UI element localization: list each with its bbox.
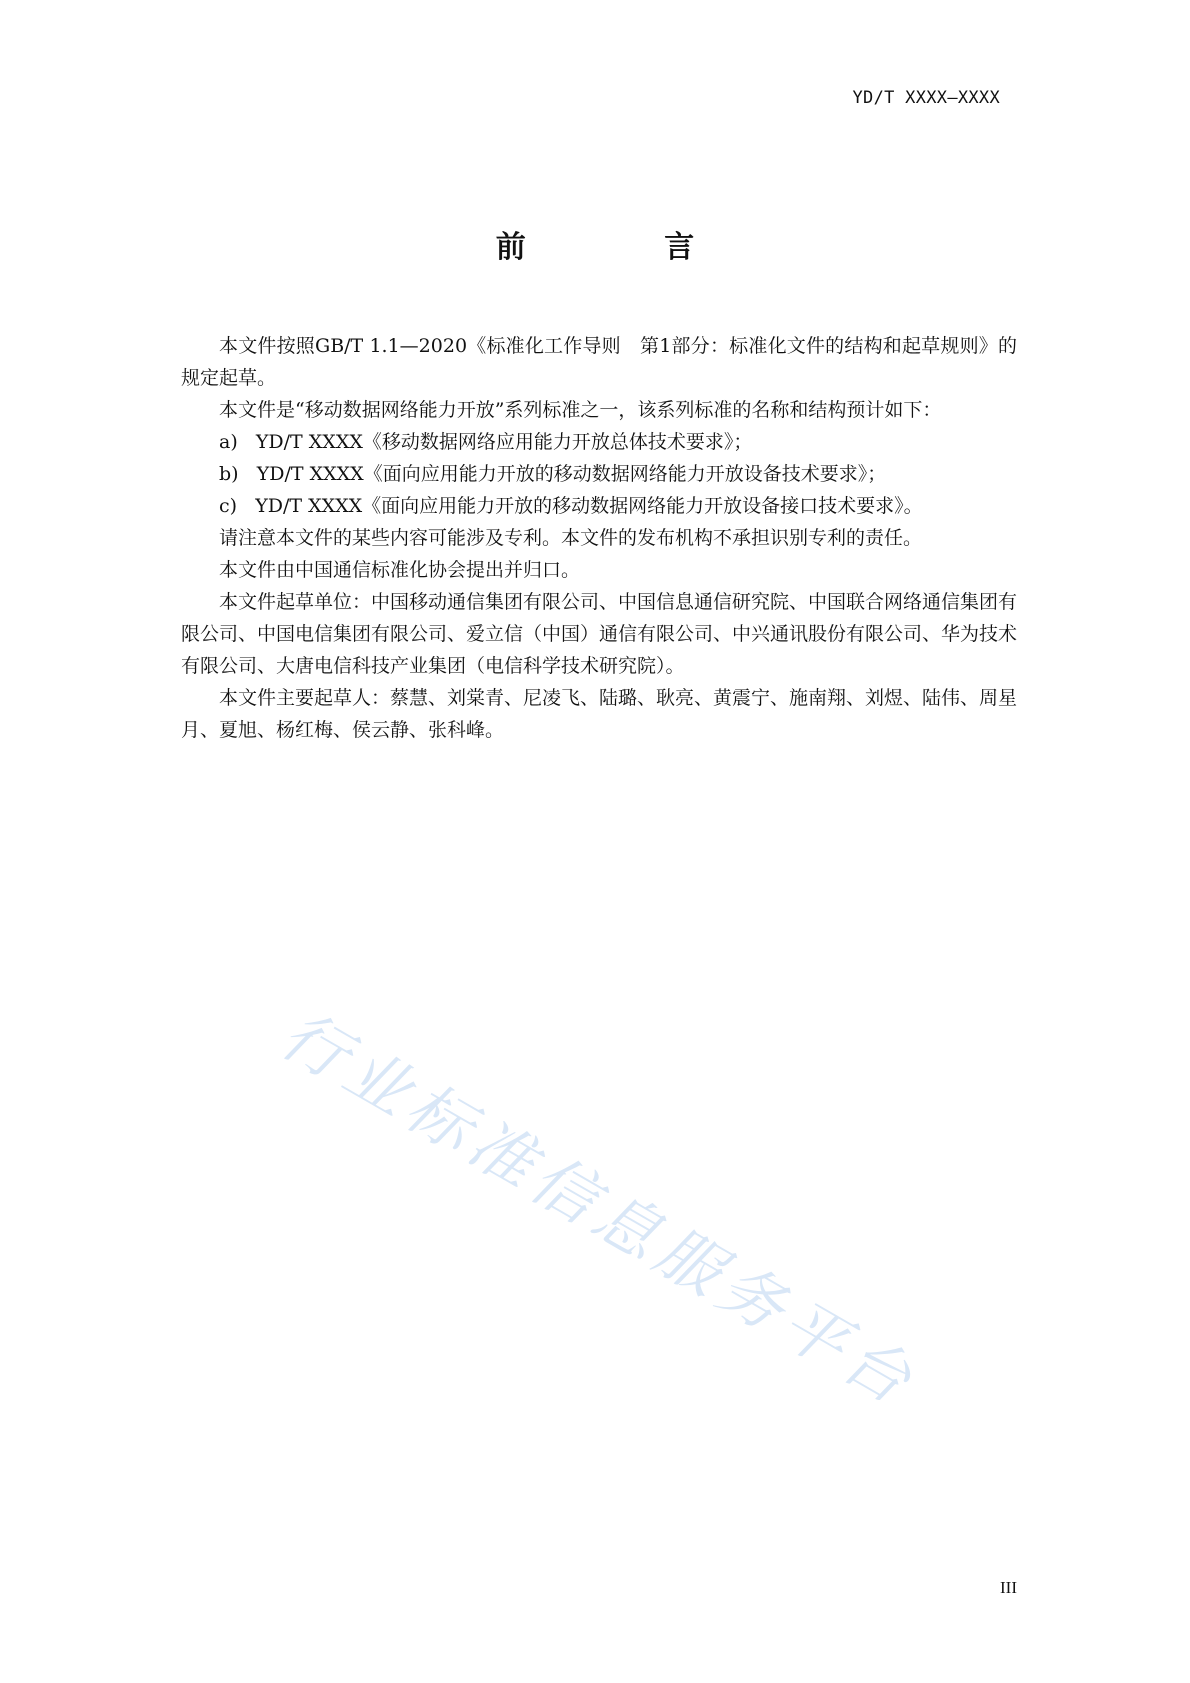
- list-marker: a): [219, 431, 238, 453]
- list-text: YD/T XXXX《移动数据网络应用能力开放总体技术要求》；: [255, 431, 753, 453]
- paragraph-patent-notice: 请注意本文件的某些内容可能涉及专利。本文件的发布机构不承担识别专利的责任。: [219, 527, 923, 549]
- paragraph-proposer: 本文件由中国通信标准化协会提出并归口。: [219, 559, 581, 581]
- paragraph-drafting-units: 本文件起草单位：中国移动通信集团有限公司、中国信息通信研究院、中国联合网络通信集团有限公司、中国电信集团有限公司、爱立信（中国）通信有限公司、中兴通讯股份有限公司、华为技术有限公司、大唐电信科技产业集团（电信科学技术研究院）。: [181, 591, 1018, 677]
- list-marker: c): [219, 495, 238, 517]
- list-item: [181, 458, 1017, 490]
- page-title: 前 言: [495, 230, 759, 265]
- list-item: [181, 490, 1017, 522]
- page-number: III: [1000, 1578, 1017, 1597]
- preface-body: [181, 330, 1017, 746]
- document-code: YD/T XXXX—XXXX: [852, 88, 1000, 108]
- paragraph-drafting-rules: 本文件按照GB/T 1.1—2020《标准化工作导则 第1部分：标准化文件的结构和起草规则》的规定起草。: [181, 335, 1017, 389]
- list-text: YD/T XXXX《面向应用能力开放的移动数据网络能力开放设备接口技术要求》。: [255, 495, 923, 517]
- paragraph-series-intro: 本文件是“移动数据网络能力开放”系列标准之一，该系列标准的名称和结构预计如下：: [219, 399, 942, 421]
- watermark: 行业标准信息服务平台: [268, 997, 930, 1423]
- list-marker: b): [219, 463, 239, 485]
- paragraph-drafters: 本文件主要起草人：蔡慧、刘棠青、尼凌飞、陆璐、耿亮、黄震宁、施南翔、刘煜、陆伟、周星月、夏旭、杨红梅、侯云静、张科峰。: [181, 687, 1018, 741]
- list-item: [181, 426, 1017, 458]
- list-text: YD/T XXXX《面向应用能力开放的移动数据网络能力开放设备技术要求》；: [256, 463, 887, 485]
